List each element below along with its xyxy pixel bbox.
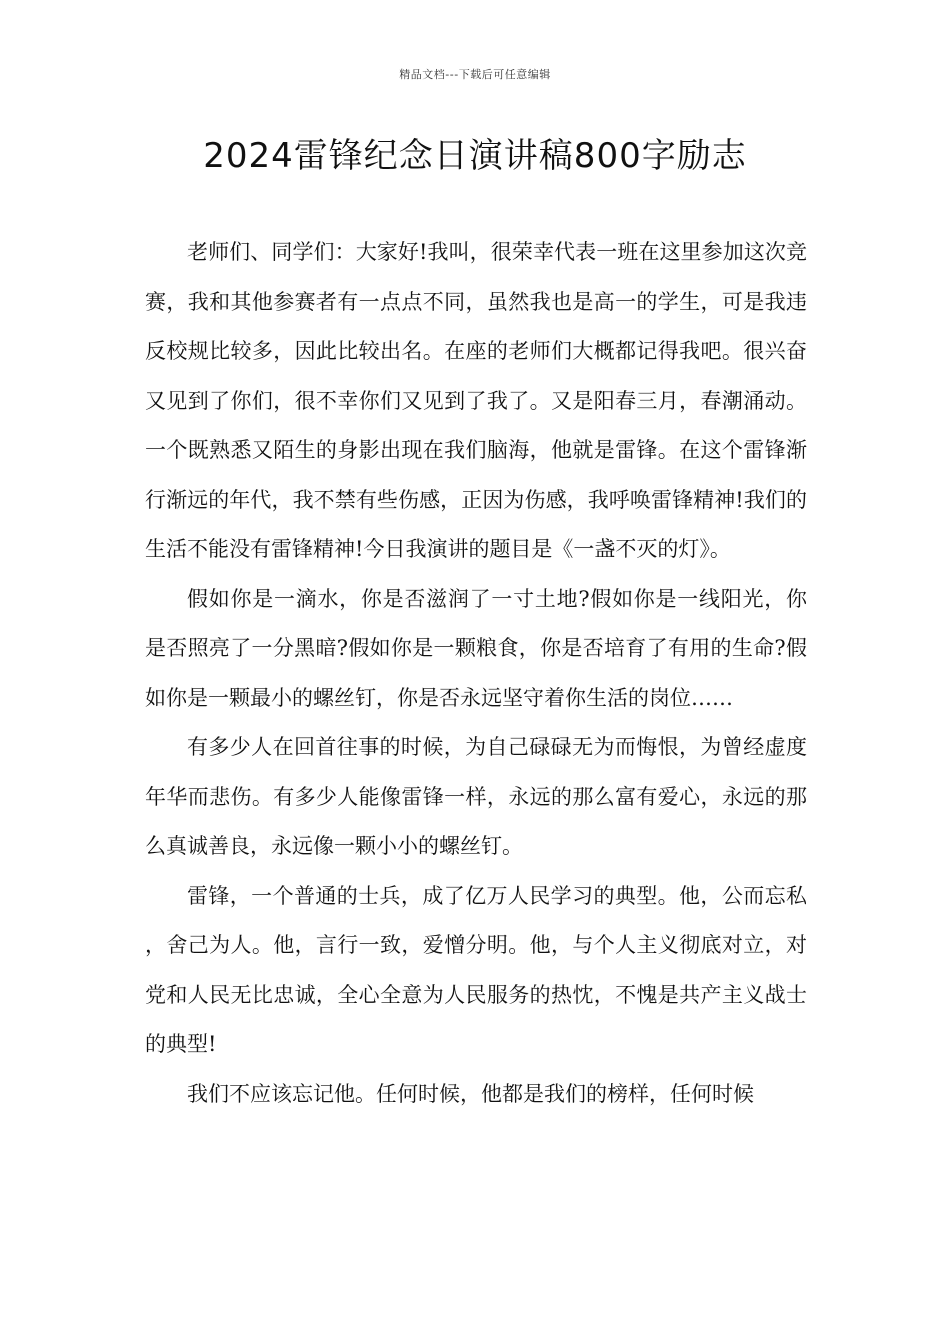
header-note: 精品文档---下载后可任意编辑 — [399, 68, 551, 81]
document-body — [145, 228, 807, 1119]
paragraph-4: 雷锋，一个普通的士兵，成了亿万人民学习的典型。他，公而忘私，舍己为人。他，言行一致，爱憎分明。他，与个人主义彻底对立，对党和人民无比忠诚，全心全意为人民服务的热忱，不愧是共产主义战士的典型! — [145, 883, 807, 1056]
paragraph-1: 老师们、同学们：大家好!我叫，很荣幸代表一班在这里参加这次竞赛，我和其他参赛者有一点点不同，虽然我也是高一的学生，可是我违反校规比较多，因此比较出名。在座的老师们大概都记得我吧。很兴奋又见到了你们，很不幸你们又见到了我了。又是阳春三月，春潮涌动。一个既熟悉又陌生的身影出现在我们脑海，他就是雷锋。在这个雷锋渐行渐远的年代，我不禁有些伤感，正因为伤感，我呼唤雷锋精神!我们的生活不能没有雷锋精神!今日我演讲的题目是《一盏不灭的灯》。 — [145, 240, 807, 561]
paragraph-2: 假如你是一滴水，你是否滋润了一寸土地?假如你是一线阳光，你是否照亮了一分黑暗?假如你是一颗粮食，你是否培育了有用的生命?假如你是一颗最小的螺丝钉，你是否永远坚守着你生活的岗位…… — [145, 586, 807, 710]
paragraph-5: 我们不应该忘记他。任何时候，他都是我们的榜样，任何时候 — [187, 1081, 754, 1106]
paragraph-3: 有多少人在回首往事的时候，为自己碌碌无为而悔恨，为曾经虚度年华而悲伤。有多少人能像雷锋一样，永远的那么富有爱心，永远的那么真诚善良，永远像一颗小小的螺丝钉。 — [145, 735, 807, 858]
document-title: 2024雷锋纪念日演讲稿800字励志 — [203, 136, 747, 176]
